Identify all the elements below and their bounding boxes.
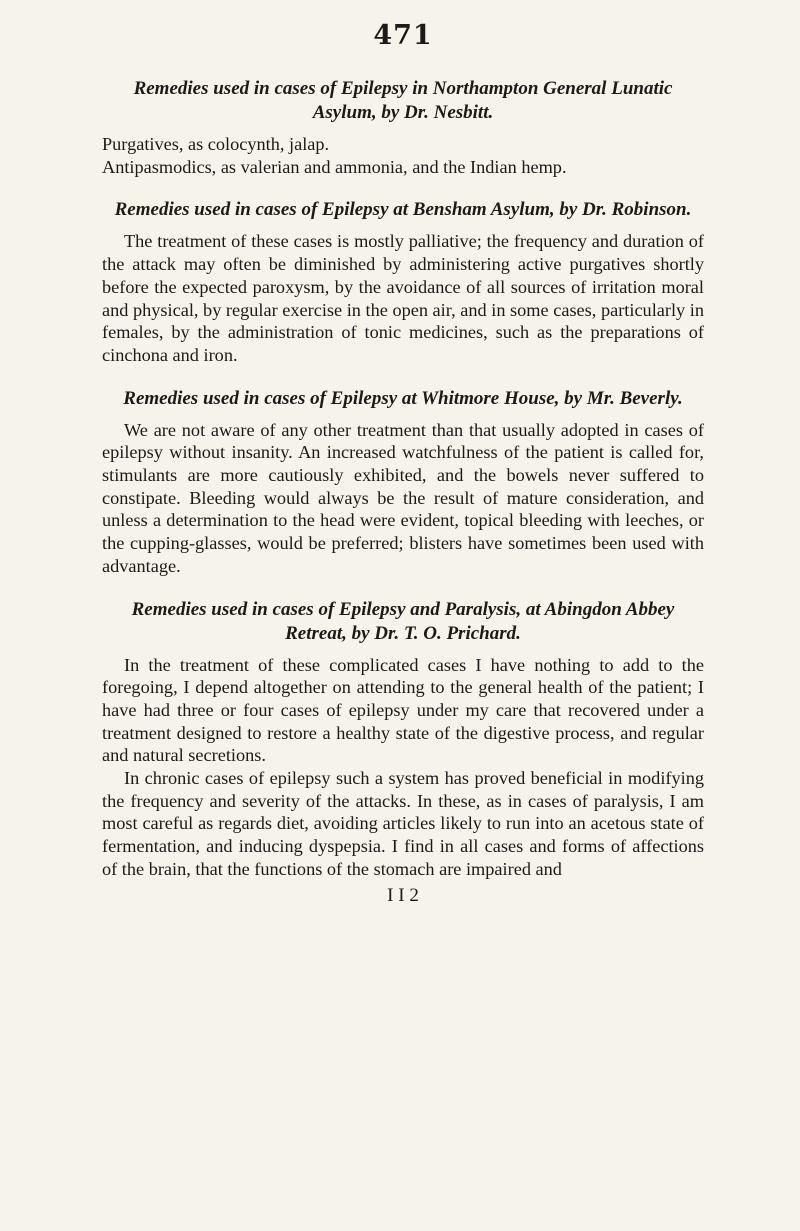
section-heading: Remedies used in cases of Epilepsy in Northampton General Lunatic Asylum, by Dr. Nesbitt. [133, 78, 673, 123]
paragraph: The treatment of these cases is mostly palliative; the frequency and duration of the attack may often be diminished by administering active purgatives shortly before the expected paroxysm, by the avoidance of all sources of irritation moral and physical, by regular exercise in the open air, and in some cases, particularly in females, by the administration of tonic medicines, such as the preparations of cinchona and iron. [102, 231, 704, 365]
section-gap [102, 367, 704, 387]
paragraph: We are not aware of any other treatment than that usually adopted in cases of epilepsy without insanity. An increased watchfulness of the patient is called for, stimulants are more cautiously exhibited, and the bowels never suffered to constipate. Bleeding would always be the result of mature consideration, and unless a determination to the head were evident, topical bleeding with leeches, or the cupping-glasses, would be preferred; blisters have sometimes been used with advantage. [102, 419, 704, 576]
section-gap [102, 578, 704, 598]
paragraph: In the treatment of these complicated cases I have nothing to add to the foregoing, I depend altogether on attending to the general health of the patient; I have had three or four cases of epilepsy under my care that recovered under a treatment designed to restore a healthy state of the digestive process, and regular and natural secretions. [102, 654, 704, 766]
section-heading: Remedies used in cases of Epilepsy and Paralysis, at Abingdon Abbey Retreat, by Dr. T. O. Prichard. [131, 598, 675, 644]
paragraph: Antipasmodics, as valerian and ammonia, and the Indian hemp. [102, 156, 567, 177]
paragraph: In chronic cases of epilepsy such a system has proved beneficial in modifying the frequency and severity of the attacks. In these, as in cases of paralysis, I am most careful as regards diet, avoiding articles likely to run into an acetous state of fermentation, and inducing dyspepsia. I find in all cases and forms of affections of the brain, that the functions of the stomach are impaired and [102, 768, 704, 879]
paragraph: Purgatives, as colocynth, jalap. [102, 134, 330, 154]
section-abingdon [102, 598, 704, 881]
signature-mark: I I 2 [387, 884, 419, 906]
section-whitmore [102, 387, 704, 578]
section-northampton [102, 77, 704, 178]
section-heading: Remedies used in cases of Epilepsy at Whitmore House, by Mr. Beverly. [123, 387, 683, 409]
page-number: 471 [373, 20, 433, 51]
section-heading: Remedies used in cases of Epilepsy at Bensham Asylum, by Dr. Robinson. [114, 199, 692, 221]
section-gap [102, 178, 704, 198]
section-bensham [102, 198, 704, 366]
